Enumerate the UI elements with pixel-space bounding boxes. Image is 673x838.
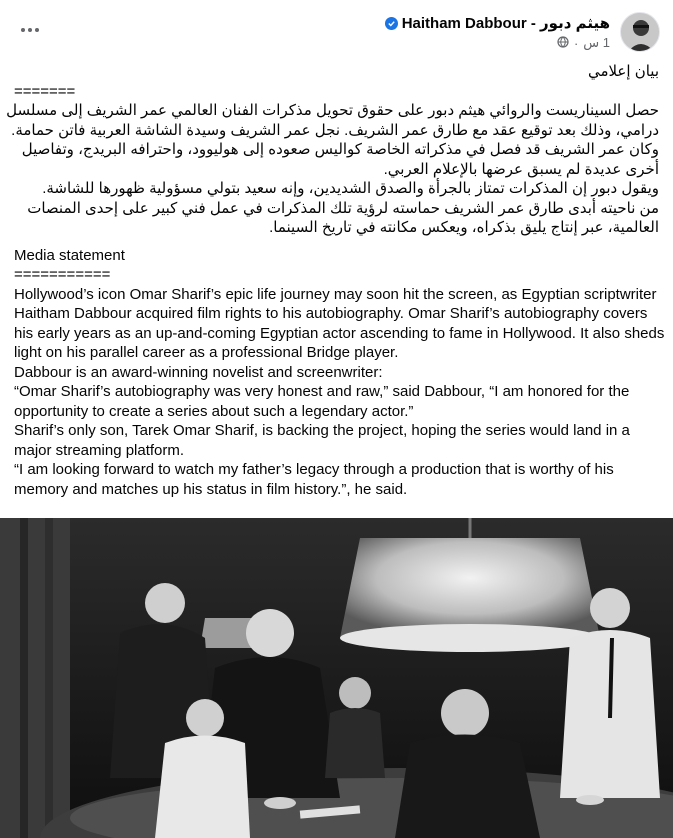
ar-line: ======= [14, 82, 76, 100]
post-meta [557, 35, 610, 51]
en-line: major streaming platform. [14, 441, 185, 459]
ar-line: حصل السيناريست والروائي هيثم دبور على حقوق تحويل مذكرات الفنان العالمي عمر الشريف إلى مسلسل [6, 102, 659, 119]
en-line: memory and matches up his status in film history.”, he said. [14, 480, 408, 498]
english-statement [14, 246, 665, 500]
meta-separator: · [573, 35, 579, 51]
en-line: Haitham Dabbour acquired film rights to his autobiography. Omar Sharif’s autobiography covers [14, 305, 648, 322]
en-line: Sharif’s only son, Tarek Omar Sharif, is backing the project, hoping the series would land in a [14, 422, 630, 439]
post-header [0, 0, 673, 58]
post-timestamp[interactable]: 1 س [583, 35, 610, 50]
author-avatar[interactable] [620, 12, 660, 52]
ar-line: وكان عمر الشريف قد فصل في مذكراته الخاصة كواليس صعوده إلى هوليوود، واحترافه البريدج، وتفاصيل [21, 141, 659, 158]
en-line: “Omar Sharif’s autobiography was very honest and raw,” said Dabbour, “I am honored for the [14, 383, 630, 400]
ar-line: أخرى عديدة لم يسبق عرضها بالإعلام العربي. [383, 160, 659, 178]
en-line: Media statement [14, 246, 125, 264]
more-options-icon [21, 28, 25, 32]
en-line: =========== [14, 266, 111, 283]
casino-photo-icon [0, 518, 673, 838]
author-name[interactable] [385, 14, 610, 32]
arabic-statement [6, 62, 659, 238]
en-line: opportunity to create a series about such a legendary actor.” [14, 402, 414, 420]
verified-badge-icon [385, 17, 398, 30]
post-text [6, 62, 665, 499]
avatar-image-icon [621, 13, 660, 52]
en-line: his early years as an up-and-coming Egyptian actor ascending to fame in Hollywood. It also sheds [14, 324, 665, 342]
more-options-dot [28, 28, 32, 32]
ar-line: بيان إعلامي [587, 63, 659, 80]
globe-icon[interactable] [557, 36, 569, 51]
author-name-text: Haitham Dabbour - هيثم دبور [401, 15, 610, 32]
ar-line: من ناحيته أبدى طارق عمر الشريف حماسته لرؤية تلك المذكرات في عمل فني كبير على إحدى المنصات [27, 199, 659, 217]
more-options-dot [35, 28, 39, 32]
en-line: “I am looking forward to watch my father’s legacy through a production that is worthy of his [14, 461, 614, 478]
ar-line: درامي، وذلك بعد توقيع عقد مع طارق عمر الشريف. نجل عمر الشريف وسيدة الشاشة العربية فاتن حمامة. [11, 121, 659, 139]
ar-line: العالمية، عبر إنتاج يليق بذكراه، ويعكس مكانته في تاريخ السينما. [269, 219, 659, 236]
en-line: Dabbour is an award-winning novelist and screenwriter: [14, 363, 383, 381]
en-line: light on his parallel career as a professional Bridge player. [14, 344, 399, 361]
en-line: Hollywood’s icon Omar Sharif’s epic life journey may soon hit the screen, as Egyptian scriptwriter [14, 285, 657, 303]
post-photo[interactable] [0, 518, 673, 838]
more-options-button[interactable] [12, 12, 48, 48]
ar-line: ويقول دبور إن المذكرات تمتاز بالجرأة والصدق الشديدين، وإنه سعيد بتولي مسؤولية ظهورها للشاشة. [42, 180, 659, 197]
